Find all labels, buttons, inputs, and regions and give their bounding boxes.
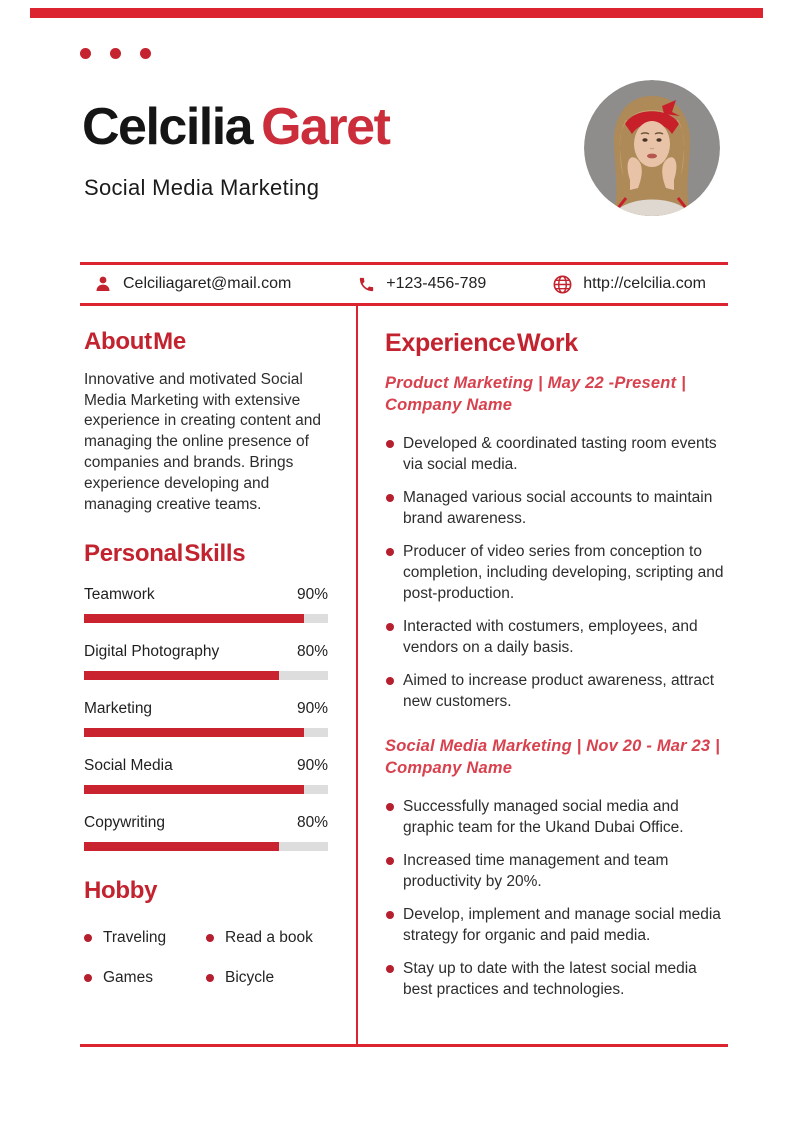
- bullet-item: Developed & coordinated tasting room events via social media.: [385, 433, 724, 475]
- hobby-label: Traveling: [103, 928, 167, 946]
- skill-bar-fill: [84, 785, 304, 794]
- skill-label: Copywriting: [84, 814, 165, 832]
- about-heading: About Me: [84, 328, 186, 355]
- skill-bar-fill: [84, 614, 304, 623]
- dot-icon: [206, 974, 214, 982]
- job-title: Social Media Marketing | Nov 20 - Mar 23 | Company Name: [385, 737, 720, 777]
- skill-bar-track: [84, 842, 328, 851]
- hobby-item: [84, 968, 206, 988]
- phone-icon: [358, 276, 375, 293]
- hobby-label: Games: [103, 968, 153, 986]
- skill-item: [84, 643, 328, 680]
- bullet-item: Successfully managed social media and graphic team for the Ukand Dubai Office.: [385, 796, 724, 838]
- bullet-item: Develop, implement and manage social media strategy for organic and paid media.: [385, 904, 724, 946]
- skill-label: Digital Photography: [84, 643, 220, 661]
- skill-label: Social Media: [84, 757, 173, 775]
- dot-icon: [84, 934, 92, 942]
- dot-icon: [206, 934, 214, 942]
- email-text: Celciliagaret@mail.com: [123, 275, 292, 292]
- globe-icon: [553, 275, 572, 294]
- bottom-border-line: [80, 1044, 728, 1047]
- content-columns: [80, 306, 728, 1044]
- skill-bar-fill: [84, 671, 279, 680]
- skill-item: [84, 586, 328, 623]
- skill-bar-fill: [84, 842, 279, 851]
- hobby-item: [206, 928, 328, 948]
- contact-email: [94, 275, 291, 293]
- skills-list: [84, 586, 328, 851]
- contact-website: [553, 275, 706, 294]
- skill-item: [84, 757, 328, 794]
- dot-icon: [140, 48, 151, 59]
- skill-percent: 90%: [296, 586, 328, 604]
- skill-bar-track: [84, 728, 328, 737]
- dot-icon: [80, 48, 91, 59]
- bullet-item: Aimed to increase product awareness, attract new customers.: [385, 670, 724, 712]
- bullet-item: Stay up to date with the latest social media best practices and technologies.: [385, 958, 724, 1000]
- job-subtitle: Social Media Marketing: [84, 175, 320, 200]
- about-text: Innovative and motivated Social Media Marketing with extensive experience in creating content and managing the online presence of companies and brands. Brings experience developing and managing creative teams.: [84, 370, 321, 513]
- hobby-heading: Hobby: [84, 877, 158, 905]
- bullet-item: Increased time management and team productivity by 20%.: [385, 850, 724, 892]
- skill-percent: 90%: [296, 700, 328, 718]
- hobby-label: Read a book: [225, 928, 313, 946]
- dot-icon: [110, 48, 121, 59]
- website-text: http://celcilia.com: [583, 275, 706, 292]
- top-accent-bar: [30, 8, 763, 18]
- profile-photo: [584, 80, 720, 216]
- right-column: [358, 306, 728, 1044]
- skill-item: [84, 814, 328, 851]
- decorative-dots: [80, 48, 151, 59]
- contact-bar: [80, 262, 728, 306]
- job-bullets: [385, 796, 724, 1000]
- bullet-item: Interacted with costumers, employees, and vendors on a daily basis.: [385, 616, 724, 658]
- left-column: [80, 306, 356, 1044]
- job-title: Product Marketing | May 22 -Present | Company Name: [385, 374, 686, 414]
- skill-bar-track: [84, 785, 328, 794]
- bullet-item: Producer of video series from conception to completion, including developing, scripting and post-production.: [385, 541, 724, 604]
- skill-bar-track: [84, 614, 328, 623]
- skill-label: Marketing: [84, 700, 153, 718]
- skill-label: Teamwork: [84, 586, 155, 604]
- skill-bar-fill: [84, 728, 304, 737]
- last-name: Garet: [261, 98, 390, 156]
- hobby-label: Bicycle: [225, 968, 275, 986]
- phone-text: +123-456-789: [386, 275, 487, 292]
- bullet-item: Managed various social accounts to maintain brand awareness.: [385, 487, 724, 529]
- skill-percent: 80%: [296, 814, 328, 832]
- skill-bar-track: [84, 671, 328, 680]
- skills-heading: Personal Skills: [84, 540, 246, 568]
- person-name: [82, 98, 389, 158]
- skill-percent: 80%: [296, 643, 328, 661]
- contact-phone: [358, 275, 486, 293]
- dot-icon: [84, 974, 92, 982]
- skill-item: [84, 700, 328, 737]
- person-icon: [94, 275, 112, 293]
- experience-heading: Experience Work: [385, 329, 578, 357]
- hobby-list: [84, 928, 328, 988]
- hobby-item: [84, 928, 206, 948]
- skill-percent: 90%: [296, 757, 328, 775]
- job-bullets: [385, 433, 724, 712]
- first-name: Celcilia: [82, 98, 262, 156]
- hobby-item: [206, 968, 328, 988]
